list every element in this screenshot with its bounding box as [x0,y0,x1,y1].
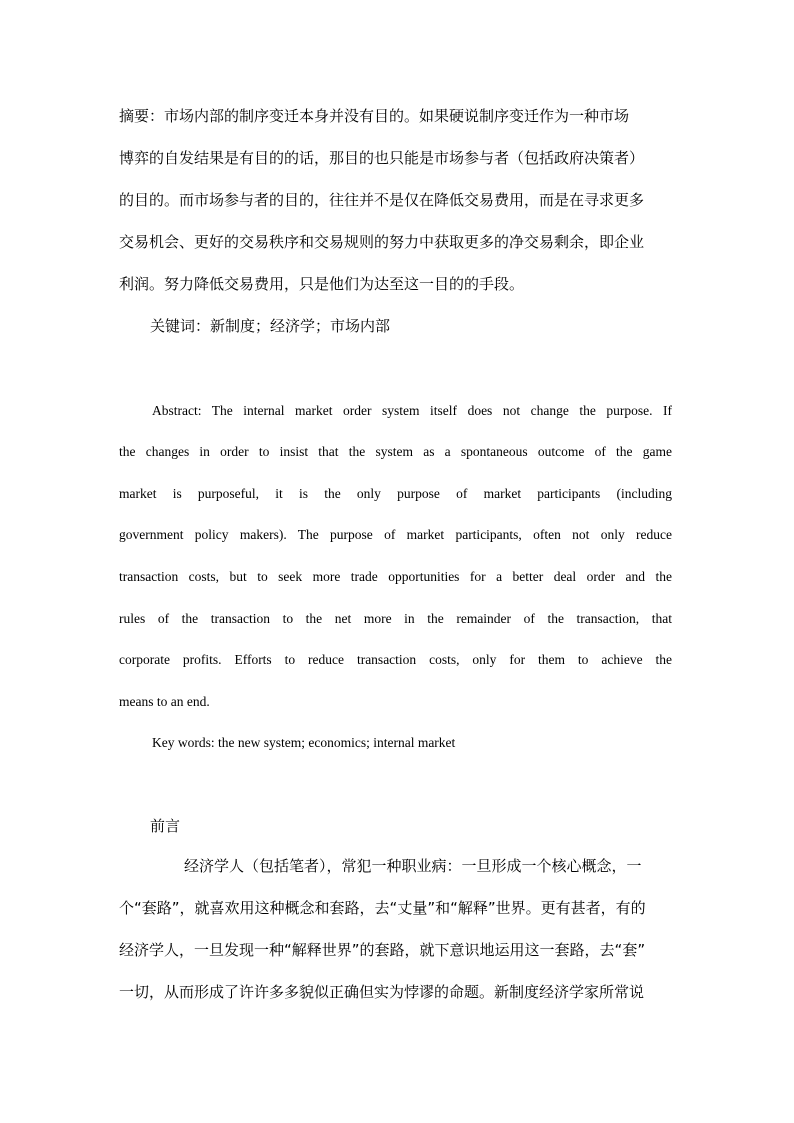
abstract-en-line: Abstract: The internal market order system itself does not change the purpose. If [152,403,672,418]
preface-line: 个“套路”，就喜欢用这种概念和套路，去“丈量”和“解释”世界。更有甚者，有的 [119,899,646,917]
abstract-cn-line: 博弈的自发结果是有目的的话，那目的也只能是市场参与者（包括政府决策者） [119,149,645,167]
abstract-en-line: government policy makers). The purpose of market participants, often not only reduce [119,527,672,542]
abstract-cn-line: 的目的。而市场参与者的目的，往往并不是仅在降低交易费用，而是在寻求更多 [119,191,645,209]
abstract-cn-line: 利润。努力降低交易费用，只是他们为达至这一目的的手段。 [119,275,525,293]
preface-line: 经济学人（包括笔者），常犯一种职业病：一旦形成一个核心概念，一 [184,857,642,875]
abstract-en-line: transaction costs, but to seek more trade opportunities for a better deal order and the [119,569,672,584]
preface-line: 一切，从而形成了许许多多貌似正确但实为悖谬的命题。新制度经济学家所常说 [119,983,645,1001]
abstract-en-line: market is purposeful, it is the only purpose of market participants (including [119,486,672,501]
preface-heading: 前言 [150,817,181,835]
abstract-cn-line: 摘要：市场内部的制序变迁本身并没有目的。如果硬说制序变迁作为一种市场 [119,107,630,125]
keywords-en: Key words: the new system; economics; internal market [152,735,456,750]
preface-line: 经济学人，一旦发现一种“解释世界”的套路，就下意识地运用这一套路，去“套” [119,941,646,959]
abstract-en-line: the changes in order to insist that the system as a spontaneous outcome of the game [119,444,672,459]
abstract-en-line: corporate profits. Efforts to reduce transaction costs, only for them to achieve the [119,652,672,667]
abstract-en-line: means to an end. [119,694,210,709]
abstract-en-line: rules of the transaction to the net more in the remainder of the transaction, that [119,611,672,626]
abstract-cn-line: 交易机会、更好的交易秩序和交易规则的努力中获取更多的净交易剩余，即企业 [119,233,645,251]
keywords-cn: 关键词：新制度；经济学；市场内部 [150,317,391,335]
